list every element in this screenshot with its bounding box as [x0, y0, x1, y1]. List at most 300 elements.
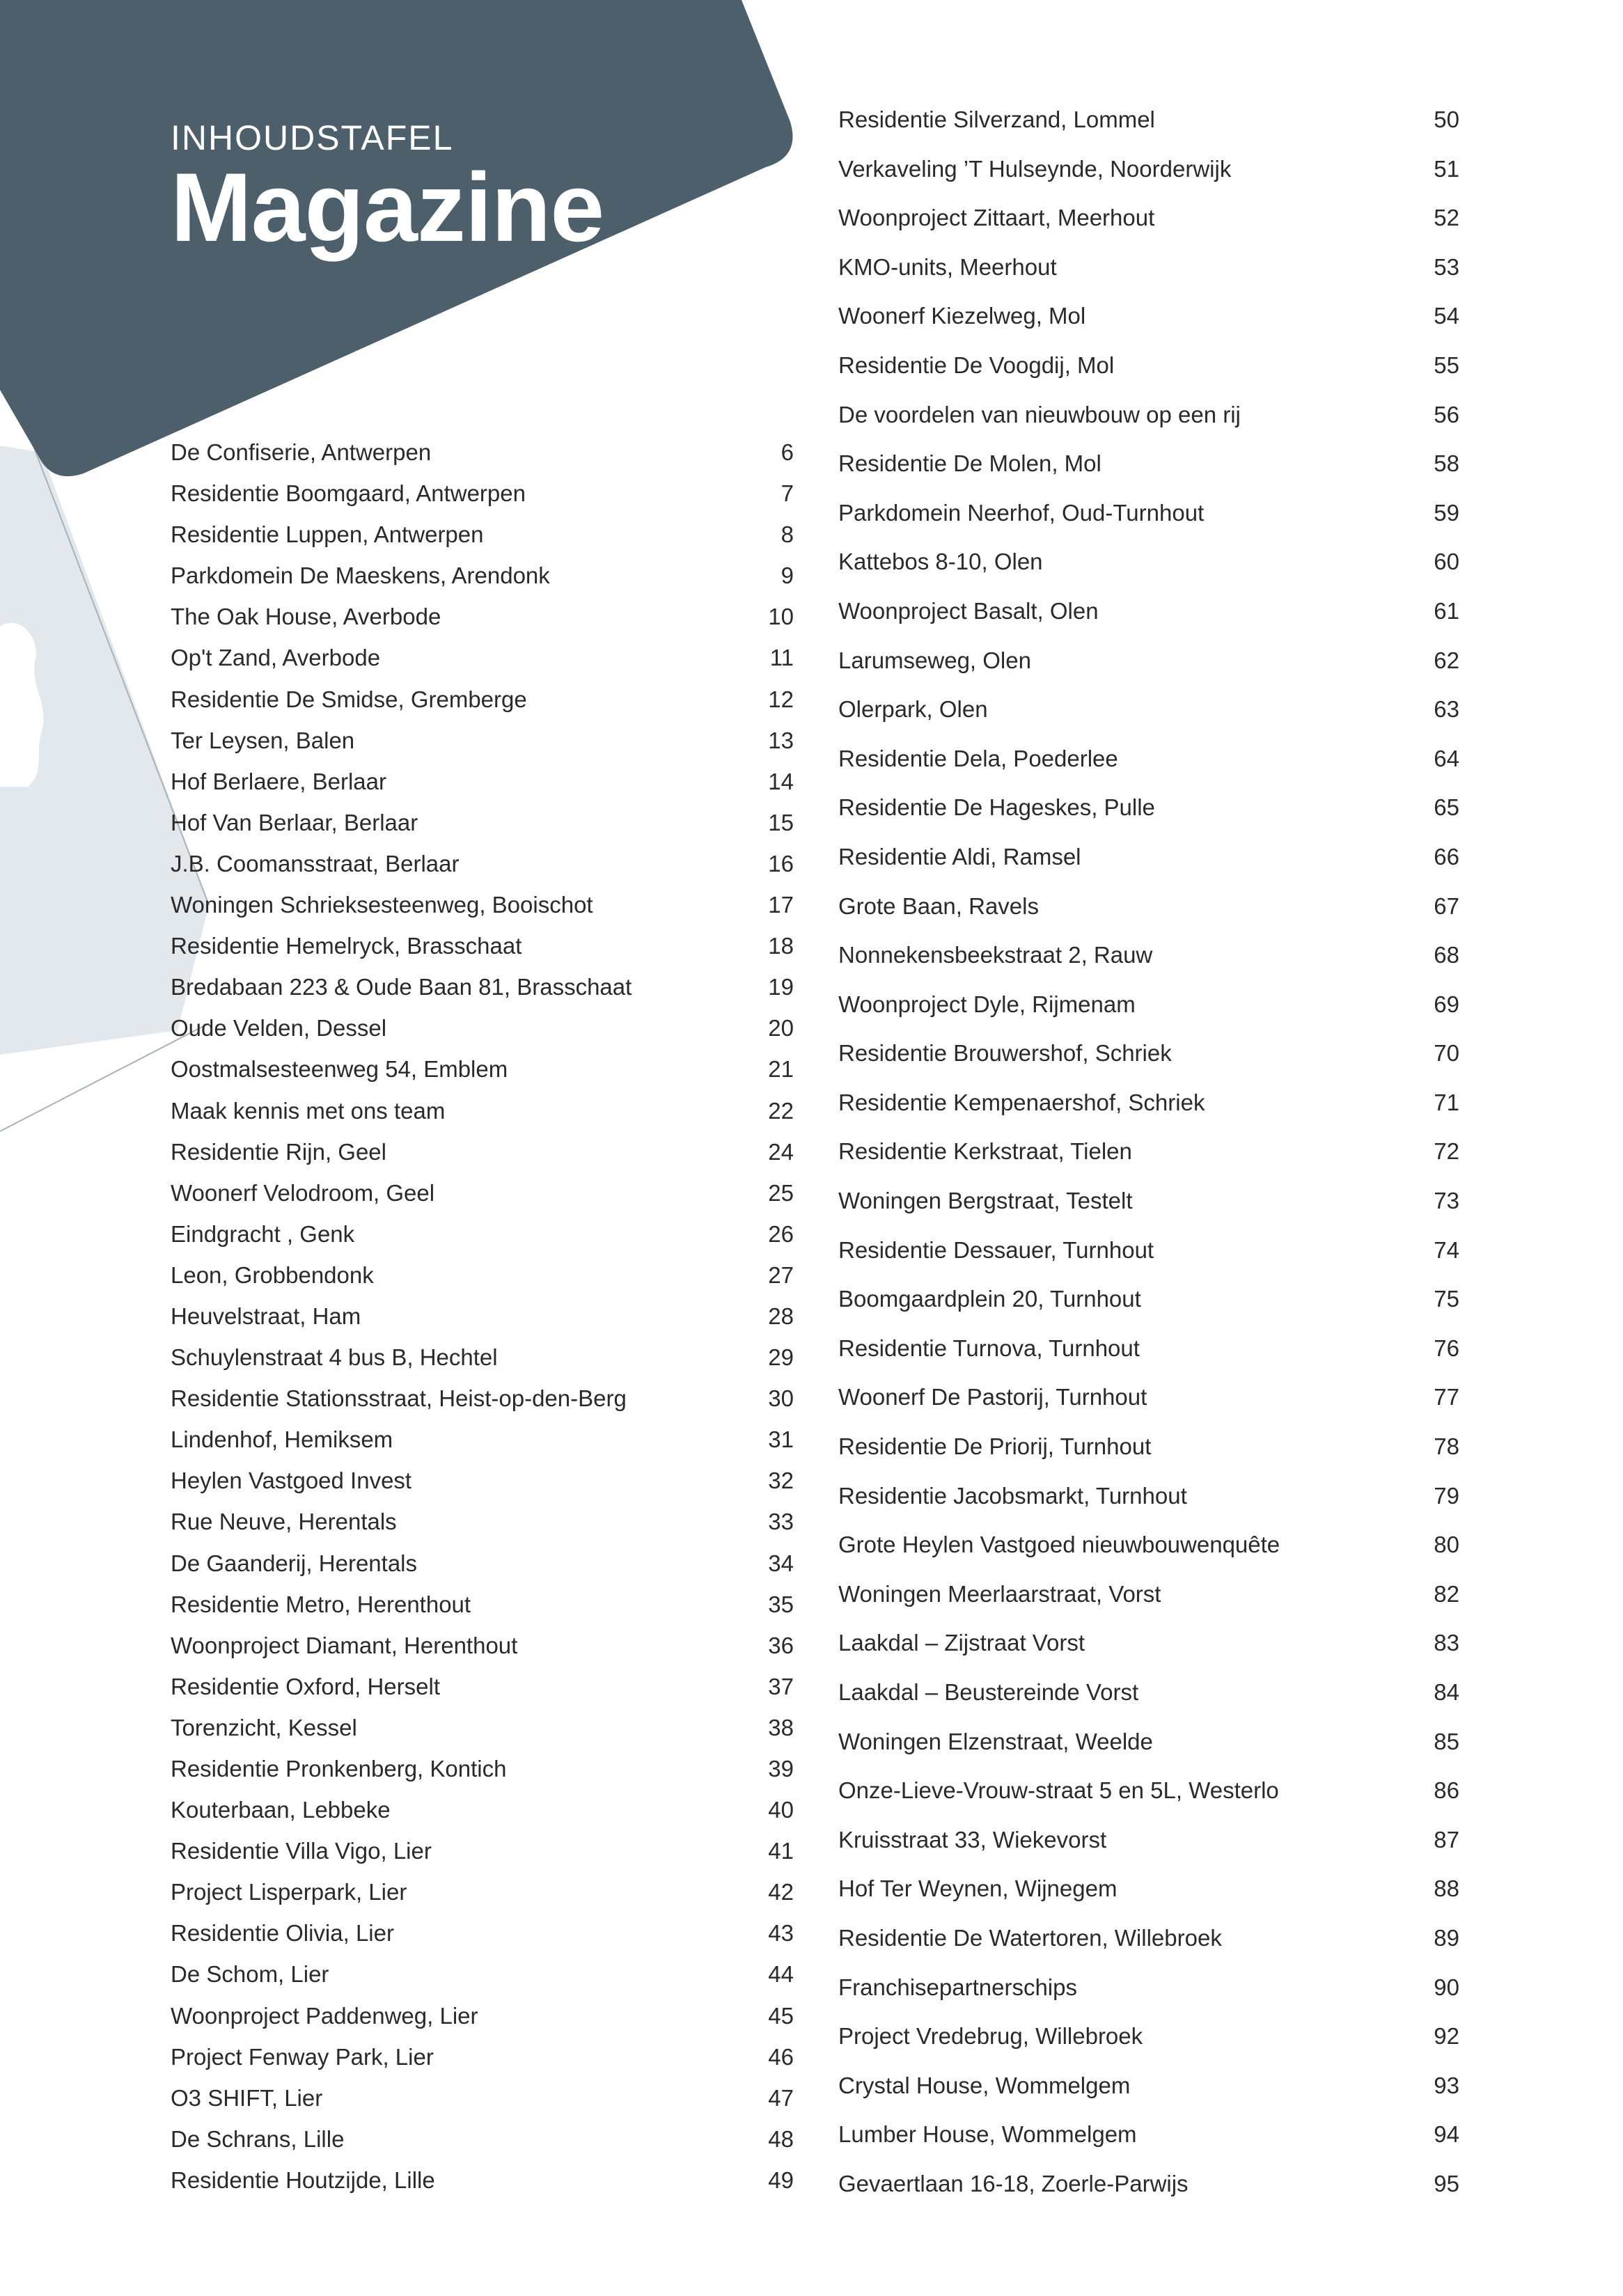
toc-entry-title: De Schom, Lier [171, 1961, 329, 1988]
toc-entry [171, 1707, 794, 1748]
toc-entry-title: Leon, Grobbendonk [171, 1261, 374, 1288]
toc-entry-page: 10 [768, 604, 794, 630]
toc-dot-leader [1033, 643, 1432, 668]
toc-entry-title: Residentie Dessauer, Turnhout [838, 1236, 1154, 1263]
toc-dot-leader [1131, 2068, 1432, 2093]
toc-dot-leader [433, 1834, 767, 1859]
toc-entry [838, 391, 1459, 440]
toc-entry [838, 833, 1459, 882]
toc-entry [838, 1766, 1459, 1816]
toc-entry [838, 1127, 1459, 1177]
toc-dot-leader [1040, 888, 1432, 913]
toc-entry-page: 29 [768, 1344, 794, 1371]
toc-entry-page: 74 [1434, 1236, 1459, 1263]
toc-entry [171, 1995, 794, 2036]
toc-dot-leader [324, 2080, 767, 2105]
toc-dot-leader [1137, 986, 1433, 1012]
toc-entry-page: 53 [1434, 253, 1459, 280]
toc-entry-title: Project Lisperpark, Lier [171, 1879, 407, 1905]
toc-entry-page: 65 [1434, 794, 1459, 821]
toc-entry-page: 42 [768, 1879, 794, 1905]
toc-dot-leader [551, 558, 767, 583]
toc-entry-title: Project Vredebrug, Willebroek [838, 2023, 1143, 2050]
toc-dot-leader [509, 1052, 767, 1077]
toc-entry-title: O3 SHIFT, Lier [171, 2084, 323, 2111]
toc-dot-leader [1134, 1184, 1433, 1209]
toc-entry-page: 34 [768, 1550, 794, 1576]
toc-header [171, 117, 604, 262]
toc-entry-page: 77 [1434, 1384, 1459, 1410]
toc-entry-page: 22 [768, 1097, 794, 1124]
toc-entry-page: 12 [768, 686, 794, 712]
toc-entry [838, 1275, 1459, 1324]
toc-dot-leader [375, 1258, 767, 1283]
toc-entry [838, 980, 1459, 1030]
toc-dot-leader [523, 929, 767, 954]
toc-dot-leader [1155, 1232, 1432, 1257]
toc-entry-page: 87 [1434, 1826, 1459, 1853]
toc-entry-page: 49 [768, 2167, 794, 2193]
toc-entry-page: 13 [768, 727, 794, 753]
toc-entry-title: Gevaertlaan 16-18, Zoerle-Parwijs [838, 2170, 1189, 2196]
toc-entry-page: 8 [781, 521, 794, 548]
toc-entry-page: 28 [768, 1303, 794, 1329]
toc-dot-leader [1152, 1429, 1432, 1454]
toc-dot-leader [1206, 1085, 1432, 1110]
toc-entry [838, 1619, 1459, 1668]
toc-dot-leader [508, 1752, 767, 1777]
toc-dot-leader [1157, 790, 1432, 815]
toc-dot-leader [1189, 1478, 1433, 1503]
toc-entry-title: Woonerf Velodroom, Geel [171, 1179, 435, 1206]
toc-entry-title: Oostmalsesteenweg 54, Emblem [171, 1056, 508, 1083]
toc-entry [171, 1131, 794, 1172]
toc-entry-page: 82 [1434, 1580, 1459, 1607]
toc-dot-leader [1108, 1822, 1432, 1847]
toc-entry-page: 80 [1434, 1532, 1459, 1558]
toc-entry-title: Woonproject Basalt, Olen [838, 597, 1099, 624]
toc-entry-title: Op't Zand, Averbode [171, 645, 381, 671]
toc-entry-title: Kruisstraat 33, Wiekevorst [838, 1826, 1107, 1853]
toc-dot-leader [1044, 544, 1433, 569]
toc-entry [171, 1871, 794, 1912]
toc-entry-title: De voordelen van nieuwbouw op een rij [838, 401, 1241, 427]
toc-entry [171, 720, 794, 761]
toc-entry-title: Residentie Houtzijde, Lille [171, 2167, 435, 2193]
toc-dot-leader [1242, 397, 1432, 422]
toc-entry [171, 1625, 794, 1666]
toc-dot-leader [461, 847, 767, 872]
toc-entry-title: Woonproject Zittaart, Meerhout [838, 205, 1155, 231]
toc-entry-page: 79 [1434, 1482, 1459, 1509]
toc-entry-page: 63 [1434, 696, 1459, 723]
toc-entry-title: Residentie Pronkenberg, Kontich [171, 1756, 507, 1782]
toc-entry-page: 71 [1434, 1089, 1459, 1115]
toc-entry-title: Residentie Stationsstraat, Heist-op-den-Berg [171, 1385, 627, 1412]
toc-entry-title: Lumber House, Wommelgem [838, 2121, 1137, 2148]
toc-entry-title: Olerpark, Olen [838, 696, 988, 723]
toc-dot-leader [1079, 1969, 1432, 1995]
toc-entry-title: Residentie Aldi, Ramsel [838, 843, 1081, 870]
toc-dot-leader [1083, 840, 1433, 865]
toc-dot-leader [1140, 1675, 1432, 1700]
toc-column-right [838, 95, 1459, 2209]
toc-entry-page: 56 [1434, 401, 1459, 427]
toc-entry-title: Woningen Bergstraat, Testelt [838, 1188, 1133, 1214]
toc-dot-leader [330, 1957, 767, 1982]
toc-entry-title: Schuylenstraat 4 bus B, Hechtel [171, 1344, 498, 1371]
toc-entry-title: Residentie De Hageskes, Pulle [838, 794, 1155, 821]
toc-entry [171, 802, 794, 843]
toc-entry-page: 39 [768, 1756, 794, 1782]
toc-entry-page: 52 [1434, 205, 1459, 231]
toc-entry-title: Residentie Olivia, Lier [171, 1920, 394, 1947]
toc-entry [171, 1953, 794, 1995]
toc-entry [171, 1048, 794, 1090]
toc-entry [171, 1789, 794, 1830]
toc-entry-page: 84 [1434, 1679, 1459, 1705]
toc-entry-title: Residentie Villa Vigo, Lier [171, 1838, 432, 1864]
toc-entry-page: 58 [1434, 450, 1459, 477]
toc-entry-title: Bredabaan 223 & Oude Baan 81, Brasschaat [171, 974, 632, 1000]
toc-entry-title: Residentie Hemelryck, Brasschaat [171, 933, 522, 959]
toc-dot-leader [633, 970, 767, 995]
toc-entry-page: 76 [1434, 1335, 1459, 1361]
toc-entry [838, 1177, 1459, 1226]
toc-entry [838, 341, 1459, 391]
toc-entry-title: Oude Velden, Dessel [171, 1015, 387, 1041]
toc-dot-leader [418, 1546, 767, 1571]
toc-entry-title: Parkdomein Neerhof, Oud-Turnhout [838, 499, 1205, 526]
toc-entry-title: Onze-Lieve-Vrouw-straat 5 en 5L, Westerlo [838, 1777, 1279, 1804]
toc-entry-title: Torenzicht, Kessel [171, 1714, 357, 1740]
toc-entry-title: Woningen Schrieksesteenweg, Booischot [171, 892, 593, 918]
toc-entry [838, 2160, 1459, 2209]
toc-entry-page: 45 [768, 2002, 794, 2029]
toc-dot-leader [1115, 348, 1432, 373]
toc-entry-title: Residentie Silverzand, Lommel [838, 107, 1155, 132]
toc-entry-page: 24 [768, 1138, 794, 1165]
toc-entry-page: 6 [781, 439, 794, 465]
toc-entry-page: 21 [768, 1056, 794, 1083]
toc-entry-page: 89 [1434, 1924, 1459, 1951]
toc-dot-leader [1232, 151, 1432, 176]
toc-entry-title: Franchisepartnerschips [838, 1974, 1077, 2000]
toc-dot-leader [382, 640, 767, 666]
toc-dot-leader [413, 1463, 767, 1488]
toc-entry-page: 37 [768, 1673, 794, 1699]
toc-entry [838, 439, 1459, 489]
toc-entry-title: Rue Neuve, Herentals [171, 1509, 397, 1535]
toc-entry-title: De Schrans, Lille [171, 2125, 345, 2152]
toc-entry [171, 555, 794, 596]
toc-entry [171, 1419, 794, 1460]
toc-entry-title: Residentie Rijn, Geel [171, 1138, 386, 1165]
toc-entry-title: Heuvelstraat, Ham [171, 1303, 361, 1329]
toc-entry [838, 685, 1459, 734]
toc-dot-leader [1144, 2019, 1432, 2044]
toc-dot-leader [519, 1628, 767, 1653]
toc-dot-leader [499, 1340, 767, 1365]
toc-entry-page: 7 [781, 480, 794, 507]
toc-dot-leader [408, 1875, 767, 1900]
toc-entry [838, 734, 1459, 784]
toc-entry [171, 1255, 794, 1296]
toc-entry-title: Woningen Meerlaarstraat, Vorst [838, 1580, 1161, 1607]
toc-entry-page: 40 [768, 1797, 794, 1823]
toc-entry-title: Residentie Kerkstraat, Tielen [838, 1138, 1132, 1165]
toc-entry-title: Residentie Oxford, Herselt [171, 1673, 440, 1699]
toc-dot-leader [362, 1299, 767, 1324]
toc-dot-leader [528, 682, 767, 707]
toc-entry-page: 64 [1434, 745, 1459, 771]
toc-entry-page: 50 [1434, 107, 1459, 132]
toc-entry-title: Hof Van Berlaar, Berlaar [171, 809, 418, 835]
toc-dot-leader [446, 1093, 767, 1118]
toc-entry-page: 85 [1434, 1728, 1459, 1754]
toc-entry-page: 69 [1434, 991, 1459, 1017]
toc-entry [171, 1460, 794, 1501]
toc-entry [838, 1816, 1459, 1865]
toc-entry-page: 59 [1434, 499, 1459, 526]
toc-entry-page: 70 [1434, 1040, 1459, 1067]
toc-entry-page: 15 [768, 809, 794, 835]
toc-dot-leader [435, 2039, 767, 2064]
toc-entry [838, 1226, 1459, 1275]
toc-entry-page: 73 [1434, 1188, 1459, 1214]
toc-entry-page: 27 [768, 1261, 794, 1288]
toc-entry [171, 843, 794, 884]
toc-dot-leader [1173, 1036, 1433, 1061]
toc-dot-leader [419, 805, 767, 831]
toc-entry-page: 44 [768, 1961, 794, 1988]
toc-entry-page: 16 [768, 850, 794, 876]
toc-dot-leader [442, 599, 767, 624]
toc-entry-page: 83 [1434, 1630, 1459, 1656]
toc-entry-title: Woonproject Diamant, Herenthout [171, 1632, 518, 1658]
toc-entry-page: 36 [768, 1632, 794, 1658]
toc-dot-leader [1058, 249, 1433, 274]
toc-entry [171, 1337, 794, 1378]
toc-entry-title: Woonproject Dyle, Rijmenam [838, 991, 1136, 1017]
toc-entry-title: Laakdal – Zijstraat Vorst [838, 1630, 1085, 1656]
toc-dot-leader [1120, 741, 1433, 766]
toc-entry-page: 18 [768, 933, 794, 959]
toc-dot-leader [1157, 102, 1432, 127]
toc-dot-leader [1205, 495, 1432, 520]
toc-dot-leader [628, 1381, 767, 1406]
toc-entry-title: De Gaanderij, Herentals [171, 1550, 418, 1576]
toc-entry [171, 884, 794, 925]
toc-dot-leader [472, 1587, 767, 1612]
toc-entry-title: Hof Berlaere, Berlaar [171, 768, 386, 794]
toc-entry-page: 66 [1434, 843, 1459, 870]
toc-entry-title: Residentie Dela, Poederlee [838, 745, 1118, 771]
toc-dot-leader [398, 1504, 767, 1530]
toc-entry [171, 925, 794, 966]
toc-dot-leader [485, 517, 768, 542]
toc-entry [838, 489, 1459, 538]
toc-entry-page: 11 [769, 645, 794, 671]
toc-entry [838, 931, 1459, 980]
toc-entry-title: Woonerf Kiezelweg, Mol [838, 303, 1086, 329]
toc-entry-page: 61 [1434, 597, 1459, 624]
toc-entry-page: 20 [768, 1015, 794, 1041]
toc-entry-page: 33 [768, 1509, 794, 1535]
toc-entry-page: 60 [1434, 549, 1459, 575]
toc-dot-leader [1134, 1134, 1432, 1159]
toc-entry-title: Residentie Brouwershof, Schriek [838, 1040, 1172, 1067]
toc-entry-page: 35 [768, 1591, 794, 1617]
toc-entry [838, 1864, 1459, 1914]
toc-entry [838, 1914, 1459, 1963]
toc-entry [171, 679, 794, 720]
toc-entry-page: 32 [768, 1468, 794, 1494]
toc-entry [838, 1963, 1459, 2013]
toc-dot-leader [1156, 200, 1432, 226]
toc-dot-leader [388, 1134, 767, 1159]
toc-entry-title: Boomgaardplein 20, Turnhout [838, 1286, 1141, 1312]
toc-entry-title: KMO-units, Meerhout [838, 253, 1057, 280]
toc-entry [838, 243, 1459, 292]
toc-entry [838, 587, 1459, 636]
toc-dot-leader [1087, 299, 1432, 324]
toc-entry [171, 2036, 794, 2077]
toc-dot-leader [395, 1916, 767, 1941]
toc-entry [838, 292, 1459, 341]
toc-entry-title: Residentie Luppen, Antwerpen [171, 521, 484, 548]
toc-entry-title: Residentie Metro, Herenthout [171, 1591, 471, 1617]
toc-entry-page: 92 [1434, 2023, 1459, 2050]
toc-dot-leader [1118, 1871, 1432, 1896]
toc-entry-page: 51 [1434, 155, 1459, 182]
toc-entry [838, 2110, 1459, 2160]
toc-entry-page: 9 [781, 563, 794, 589]
toc-dot-leader [595, 888, 767, 913]
toc-entry-title: Residentie Turnova, Turnhout [838, 1335, 1140, 1361]
toc-entry-title: Crystal House, Wommelgem [838, 2072, 1131, 2098]
toc-entry-page: 14 [768, 768, 794, 794]
toc-entry [838, 1472, 1459, 1521]
toc-entry [838, 2012, 1459, 2061]
toc-entry-page: 31 [768, 1426, 794, 1453]
toc-dot-leader [437, 2163, 767, 2188]
toc-entry [171, 1830, 794, 1871]
toc-entry-title: Grote Heylen Vastgoed nieuwbouwenquête [838, 1532, 1280, 1558]
toc-entry-title: Parkdomein De Maeskens, Arendonk [171, 563, 550, 589]
toc-entry [838, 783, 1459, 833]
toc-entry-page: 72 [1434, 1138, 1459, 1165]
toc-entry [171, 1501, 794, 1542]
toc-entry [838, 1029, 1459, 1078]
toc-dot-leader [432, 435, 767, 460]
toc-entry-title: Heylen Vastgoed Invest [171, 1468, 412, 1494]
toc-dot-leader [1162, 1577, 1432, 1602]
toc-dot-leader [345, 2122, 767, 2147]
toc-dot-leader [1154, 1724, 1432, 1749]
toc-entry [171, 1748, 794, 1789]
toc-entry-page: 19 [768, 974, 794, 1000]
toc-entry [838, 882, 1459, 931]
toc-entry-page: 48 [768, 2125, 794, 2152]
toc-entry [838, 194, 1459, 243]
toc-entry [838, 2061, 1459, 2111]
toc-entry-title: The Oak House, Averbode [171, 604, 441, 630]
toc-entry-title: Residentie Boomgaard, Antwerpen [171, 480, 526, 507]
toc-entry [838, 1324, 1459, 1374]
toc-entry [171, 1543, 794, 1584]
toc-entry-page: 67 [1434, 893, 1459, 919]
toc-entry-title: Residentie De Smidse, Gremberge [171, 686, 527, 712]
toc-entry-page: 68 [1434, 942, 1459, 968]
toc-entry-title: J.B. Coomansstraat, Berlaar [171, 850, 460, 876]
toc-entry-title: De Confiserie, Antwerpen [171, 439, 432, 465]
toc-entry-title: Lindenhof, Hemiksem [171, 1426, 393, 1453]
toc-entry [171, 1090, 794, 1131]
toc-entry-page: 86 [1434, 1777, 1459, 1804]
toc-entry-page: 75 [1434, 1286, 1459, 1312]
toc-entry-page: 17 [768, 892, 794, 918]
toc-entry [171, 2077, 794, 2118]
toc-entry-title: Woonproject Paddenweg, Lier [171, 2002, 478, 2029]
toc-entry-title: Residentie Kempenaershof, Schriek [838, 1089, 1205, 1115]
toc-entry [171, 1666, 794, 1707]
toc-entry [171, 1584, 794, 1625]
toc-entry-title: Laakdal – Beustereinde Vorst [838, 1679, 1139, 1705]
toc-entry [171, 637, 794, 678]
header-title: Magazine [171, 152, 604, 262]
toc-dot-leader [1103, 446, 1432, 471]
toc-entry-title: Hof Ter Weynen, Wijnegem [838, 1876, 1118, 1902]
toc-entry-page: 94 [1434, 2121, 1459, 2148]
toc-dot-leader [1138, 2117, 1433, 2142]
toc-entry-page: 88 [1434, 1876, 1459, 1902]
toc-entry-title: Kouterbaan, Lebbeke [171, 1797, 391, 1823]
toc-entry-page: 54 [1434, 303, 1459, 329]
toc-dot-leader [441, 1669, 767, 1695]
toc-entry-page: 93 [1434, 2072, 1459, 2098]
toc-dot-leader [1100, 594, 1433, 619]
toc-dot-leader [392, 1793, 767, 1818]
toc-entry-title: Residentie De Voogdij, Mol [838, 352, 1115, 378]
toc-entry-title: Residentie De Priorij, Turnhout [838, 1433, 1152, 1460]
toc-entry-title: Woningen Elzenstraat, Weelde [838, 1728, 1153, 1754]
toc-entry [838, 1570, 1459, 1619]
toc-entry-page: 47 [768, 2084, 794, 2111]
toc-entry [171, 514, 794, 555]
toc-dot-leader [1141, 1331, 1432, 1356]
toc-dot-leader [480, 1998, 767, 2023]
toc-dot-leader [388, 1011, 767, 1036]
toc-dot-leader [356, 1216, 767, 1241]
toc-entry-page: 25 [768, 1179, 794, 1206]
toc-entry-page: 30 [768, 1385, 794, 1412]
toc-dot-leader [1190, 2167, 1433, 2192]
toc-entry [838, 1668, 1459, 1717]
toc-entry-page: 38 [768, 1714, 794, 1740]
toc-dot-leader [1281, 1527, 1432, 1552]
toc-entry [171, 1007, 794, 1048]
toc-entry-page: 62 [1434, 647, 1459, 673]
toc-entry-title: Nonnekensbeekstraat 2, Rauw [838, 942, 1153, 968]
header-kicker: INHOUDSTAFEL [171, 118, 454, 157]
toc-entry-page: 78 [1434, 1433, 1459, 1460]
toc-entry-page: 41 [768, 1838, 794, 1864]
toc-entry [838, 1422, 1459, 1472]
toc-dot-leader [1154, 938, 1432, 963]
toc-column-left [171, 432, 794, 2201]
toc-entry-title: Maak kennis met ons team [171, 1097, 446, 1124]
